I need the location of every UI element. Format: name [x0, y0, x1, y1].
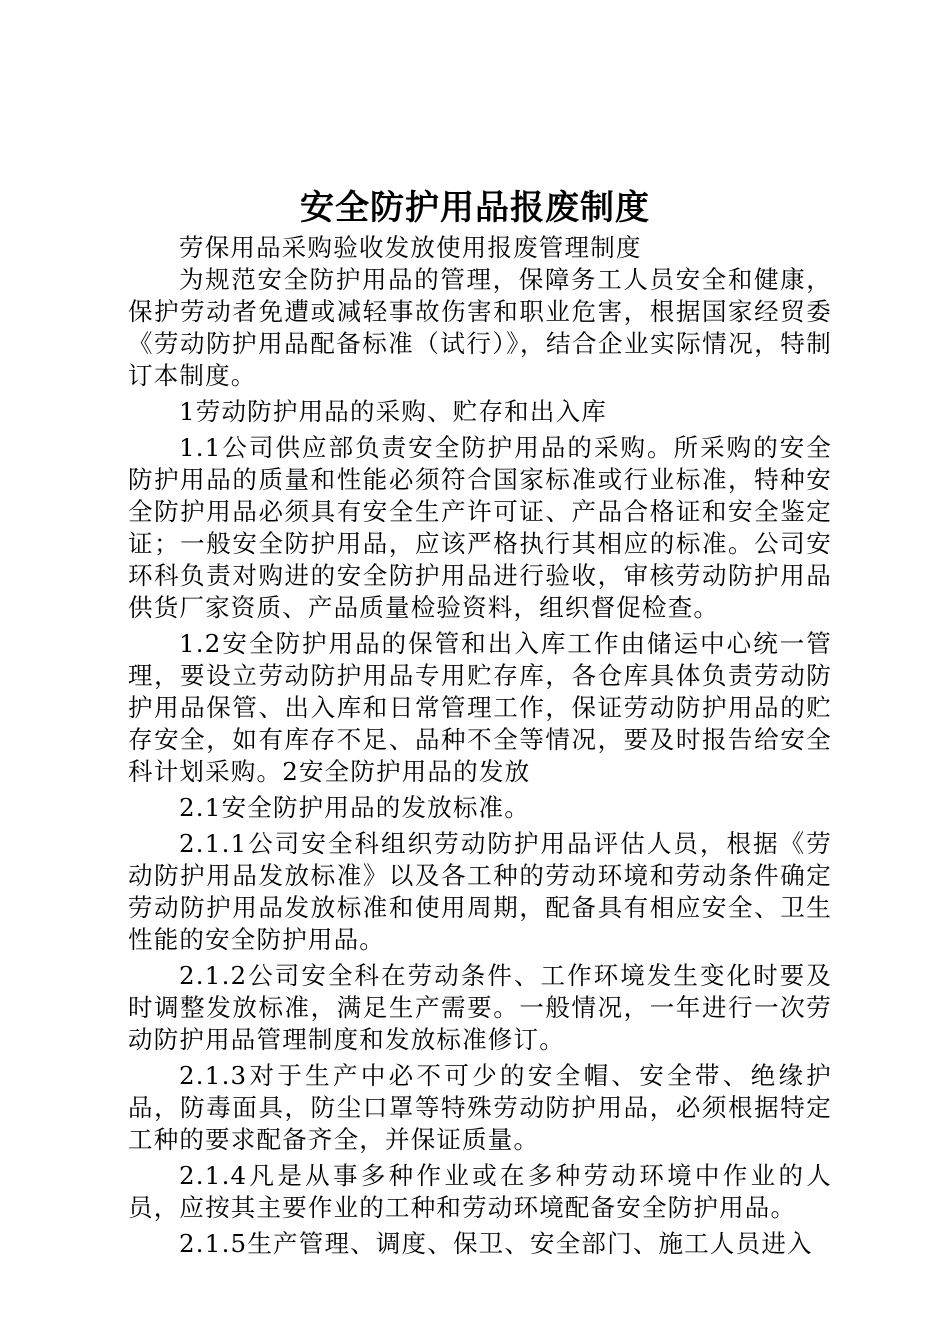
paragraph-1-2: 1.2安全防护用品的保管和出入库工作由储运中心统一管理，要设立劳动防护用品专用贮存库，各仓库具体负责劳动防护用品保管、出入库和日常管理工作，保证劳动防护用品的贮存安全，如有库存不足、品种不全等情况，要及时报告给安全科计划采购。2安全防护用品的发放 [128, 629, 832, 786]
paragraph-2-1-1: 2.1.1公司安全科组织劳动防护用品评估人员，根据《劳动防护用品发放标准》以及各工种的劳动环境和劳动条件确定劳动防护用品发放标准和使用周期，配备具有相应安全、卫生性能的安全防护用品。 [128, 829, 832, 954]
section-heading-1: 1劳动防护用品的采购、贮存和出入库 [179, 397, 607, 426]
paragraph-2-1-5: 2.1.5生产管理、调度、保卫、安全部门、施工人员进入 [179, 1229, 813, 1258]
paragraph-2-1-4: 2.1.4凡是从事多种作业或在多种劳动环境中作业的人员，应按其主要作业的工种和劳动环境配备安全防护用品。 [128, 1161, 832, 1222]
paragraph-subtitle: 劳保用品采购验收发放使用报废管理制度 [179, 233, 642, 262]
document-body [128, 232, 832, 1260]
paragraph-1-1: 1.1公司供应部负责安全防护用品的采购。所采购的安全防护用品的质量和性能必须符合国家标准或行业标准，特种安全防护用品必须具有安全生产许可证、产品合格证和安全鉴定证；一般安全防护用品，应该严格执行其相应的标准。公司安环科负责对购进的安全防护用品进行验收，审核劳动防护用品供货厂家资质、产品质量检验资料，组织督促检查。 [128, 433, 832, 622]
paragraph-intro: 为规范安全防护用品的管理，保障务工人员安全和健康，保护劳动者免遭或减轻事故伤害和职业危害，根据国家经贸委《劳动防护用品配备标准（试行）》，结合企业实际情况，特制订本制度。 [128, 265, 832, 390]
paragraph-2-1: 2.1安全防护用品的发放标准。 [179, 793, 530, 822]
paragraph-2-1-2: 2.1.2公司安全科在劳动条件、工作环境发生变化时要及时调整发放标准，满足生产需要。一般情况，一年进行一次劳动防护用品管理制度和发放标准修订。 [128, 961, 832, 1054]
document-title: 安全防护用品报废制度 [300, 188, 650, 228]
paragraph-2-1-3: 2.1.3对于生产中必不可少的安全帽、安全带、绝缘护品，防毒面具，防尘口罩等特殊劳动防护用品，必须根据特定工种的要求配备齐全，并保证质量。 [128, 1061, 832, 1154]
